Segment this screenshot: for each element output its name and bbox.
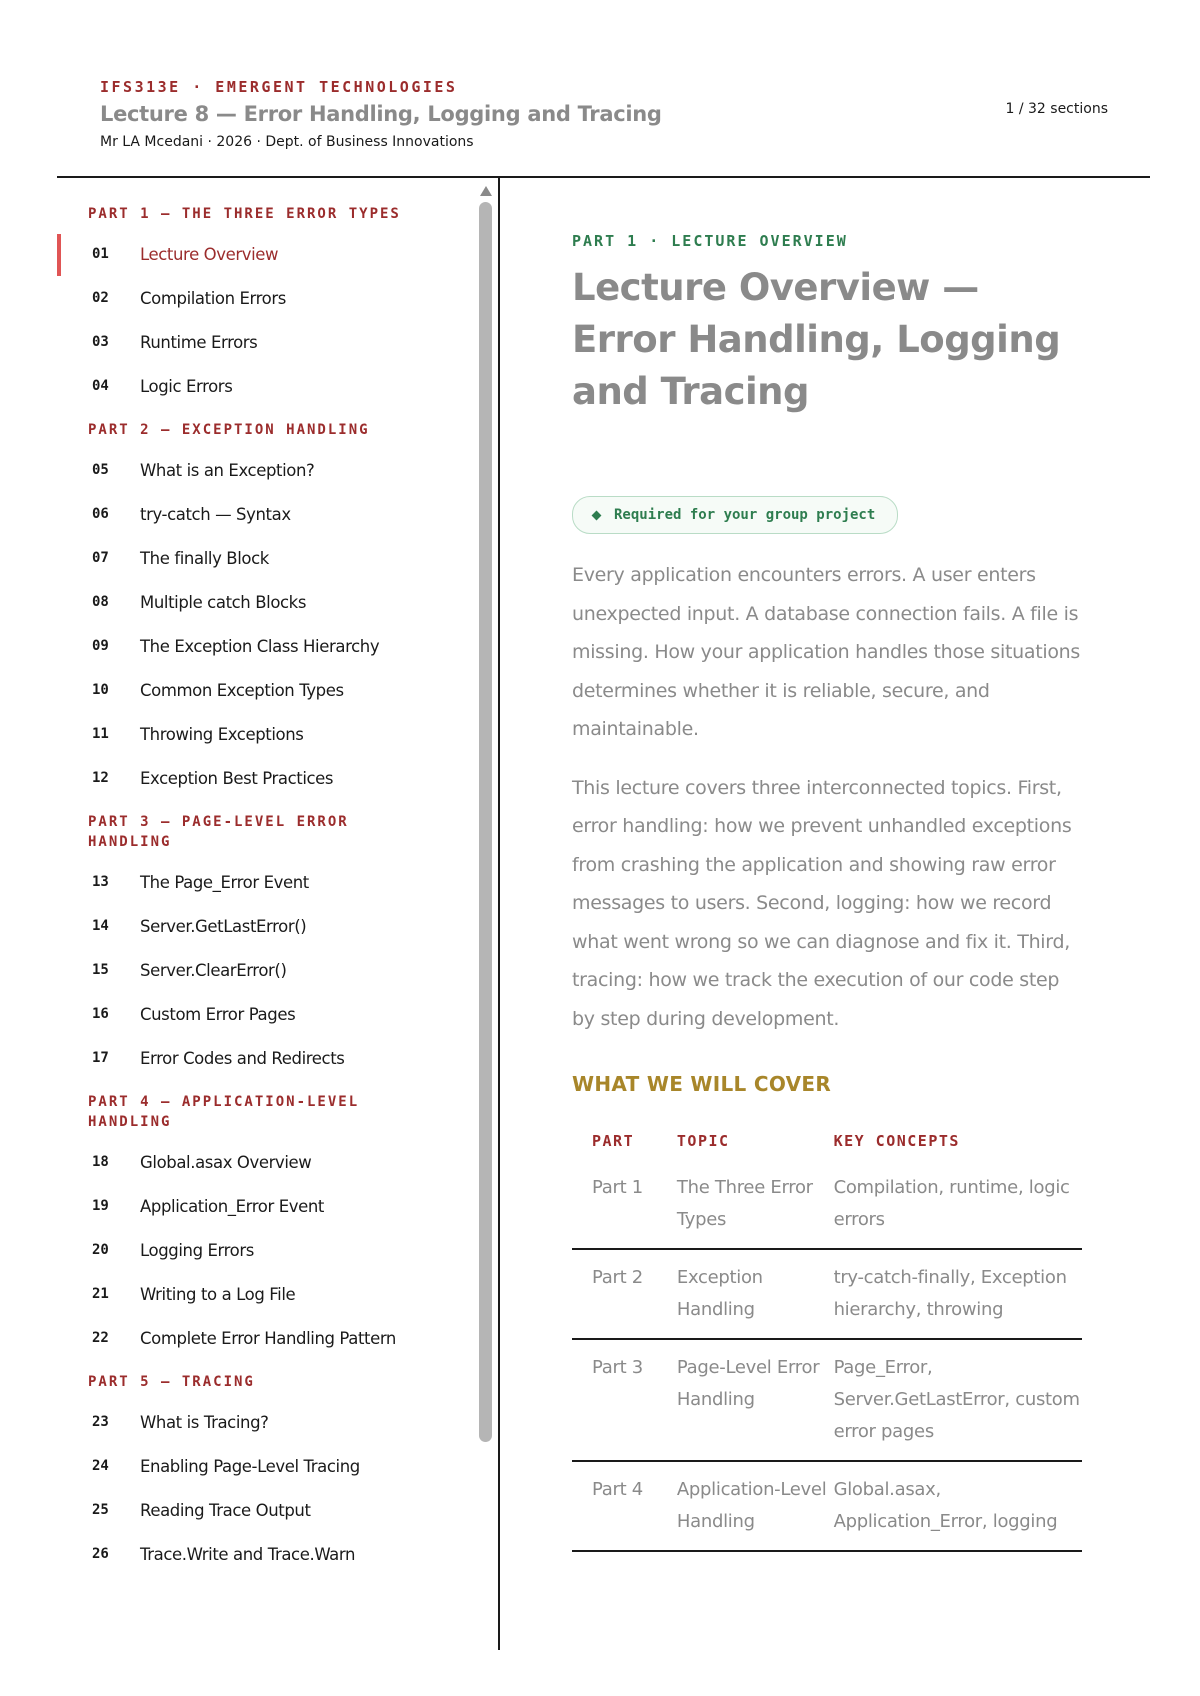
badge-label: Required for your group project bbox=[614, 507, 876, 523]
toc-item-complete-pattern[interactable] bbox=[57, 1316, 475, 1360]
cell-key-concepts: Global.asax, Application_Error, logging bbox=[833, 1479, 1058, 1532]
toc-part-heading: PART 4 — APPLICATION-LEVEL HANDLING bbox=[88, 1094, 360, 1130]
toc-item-number: 24 bbox=[92, 1458, 109, 1474]
toc-item-number: 08 bbox=[92, 594, 109, 610]
cell-part: Part 3 bbox=[592, 1357, 643, 1378]
cell-key-concepts: Compilation, runtime, logic errors bbox=[833, 1177, 1070, 1230]
required-badge bbox=[572, 496, 898, 534]
cell-key-concepts: Page_Error, Server.GetLastError, custom error pages bbox=[833, 1357, 1080, 1442]
diamond-icon bbox=[592, 510, 602, 520]
scrollbar-thumb[interactable] bbox=[479, 202, 492, 1442]
toc-item-exception-best-practices[interactable] bbox=[57, 756, 475, 800]
cell-key-concepts: try-catch-finally, Exception hierarchy, throwing bbox=[833, 1267, 1067, 1320]
section-content bbox=[572, 232, 1082, 1552]
toc-item-label: Server.ClearError() bbox=[140, 960, 287, 980]
toc-item-label: Exception Best Practices bbox=[140, 768, 334, 788]
toc-item-number: 07 bbox=[92, 550, 109, 566]
toc-item-what-is-tracing[interactable] bbox=[57, 1400, 475, 1444]
toc-item-label: The finally Block bbox=[140, 548, 269, 568]
toc-item-number: 26 bbox=[92, 1546, 109, 1562]
toc-item-label: The Page_Error Event bbox=[140, 872, 309, 892]
cell-part: Part 4 bbox=[592, 1479, 643, 1500]
toc-item-number: 09 bbox=[92, 638, 109, 654]
toc-item-label: What is an Exception? bbox=[140, 460, 315, 480]
toc-item-logic-errors[interactable] bbox=[57, 364, 475, 408]
toc-item-multiple-catch[interactable] bbox=[57, 580, 475, 624]
toc-item-runtime-errors[interactable] bbox=[57, 320, 475, 364]
toc-item-number: 23 bbox=[92, 1414, 109, 1430]
toc-item-common-exceptions[interactable] bbox=[57, 668, 475, 712]
scroll-up-arrow-icon[interactable] bbox=[480, 186, 492, 196]
toc-item-number: 13 bbox=[92, 874, 109, 890]
toc-item-label: Lecture Overview bbox=[140, 244, 279, 264]
toc-item-number: 14 bbox=[92, 918, 109, 934]
section-title: Lecture Overview — Error Handling, Logging and Tracing bbox=[572, 266, 1061, 413]
column-divider bbox=[498, 178, 500, 1650]
table-header-row bbox=[572, 1120, 1082, 1160]
table-of-contents bbox=[57, 190, 475, 1650]
toc-item-label: What is Tracing? bbox=[140, 1412, 269, 1432]
intro-paragraph: Every application encounters errors. A user enters unexpected input. A database connection fails. A file is missing. How your application handles those situations determines whether it is reliable, secure, and maintainable. bbox=[572, 564, 1080, 740]
toc-item-logging-errors[interactable] bbox=[57, 1228, 475, 1272]
toc-item-label: Complete Error Handling Pattern bbox=[140, 1328, 396, 1348]
toc-item-label: Logging Errors bbox=[140, 1240, 254, 1260]
table-row bbox=[572, 1339, 1082, 1461]
toc-item-custom-error-pages[interactable] bbox=[57, 992, 475, 1036]
table-row bbox=[572, 1249, 1082, 1339]
topics-paragraph: This lecture covers three interconnected topics. First, error handling: how we prevent unhandled exceptions from crashing the application and showing raw error messages to users. Second, logging: how we record what went wrong so we can diagnose and fix it. Third, tracing: how we track the execution of our code step by step during development. bbox=[572, 776, 1072, 1030]
toc-item-number: 12 bbox=[92, 770, 109, 786]
toc-item-number: 04 bbox=[92, 378, 109, 394]
toc-item-page-error-event[interactable] bbox=[57, 860, 475, 904]
toc-item-application-error[interactable] bbox=[57, 1184, 475, 1228]
toc-item-clear-error[interactable] bbox=[57, 948, 475, 992]
toc-item-number: 20 bbox=[92, 1242, 109, 1258]
cover-table bbox=[572, 1120, 1082, 1552]
document-header bbox=[100, 78, 1110, 150]
toc-item-label: try-catch — Syntax bbox=[140, 504, 291, 524]
toc-item-number: 15 bbox=[92, 962, 109, 978]
toc-item-number: 06 bbox=[92, 506, 109, 522]
toc-part-heading: PART 2 — EXCEPTION HANDLING bbox=[88, 422, 370, 438]
cell-topic: Exception Handling bbox=[676, 1267, 763, 1320]
toc-item-label: Writing to a Log File bbox=[140, 1284, 296, 1304]
toc-part-heading: PART 5 — TRACING bbox=[88, 1374, 255, 1390]
toc-item-number: 01 bbox=[92, 246, 109, 262]
toc-part-heading: PART 1 — THE THREE ERROR TYPES bbox=[88, 206, 401, 222]
toc-item-number: 17 bbox=[92, 1050, 109, 1066]
toc-item-number: 03 bbox=[92, 334, 109, 350]
toc-item-log-file[interactable] bbox=[57, 1272, 475, 1316]
table-row bbox=[572, 1160, 1082, 1249]
toc-item-label: Reading Trace Output bbox=[140, 1500, 311, 1520]
table-row bbox=[572, 1461, 1082, 1551]
toc-item-number: 02 bbox=[92, 290, 109, 306]
toc-part-heading: PART 3 — PAGE-LEVEL ERROR HANDLING bbox=[88, 814, 349, 850]
toc-item-trace-write-warn[interactable] bbox=[57, 1532, 475, 1576]
toc-scrollbar[interactable] bbox=[476, 184, 496, 1650]
toc-item-trace-output[interactable] bbox=[57, 1488, 475, 1532]
toc-item-enable-tracing[interactable] bbox=[57, 1444, 475, 1488]
cell-topic: The Three Error Types bbox=[676, 1177, 813, 1230]
toc-item-global-asax[interactable] bbox=[57, 1140, 475, 1184]
column-header-key-concepts: KEY CONCEPTS bbox=[833, 1132, 960, 1150]
cell-topic: Page-Level Error Handling bbox=[676, 1357, 820, 1410]
cell-part: Part 2 bbox=[592, 1267, 643, 1288]
header-divider bbox=[57, 176, 1150, 178]
toc-item-try-catch-syntax[interactable] bbox=[57, 492, 475, 536]
toc-item-finally-block[interactable] bbox=[57, 536, 475, 580]
toc-item-label: Global.asax Overview bbox=[140, 1152, 312, 1172]
toc-item-label: Throwing Exceptions bbox=[140, 724, 304, 744]
course-code: IFS313E · EMERGENT TECHNOLOGIES bbox=[100, 78, 458, 96]
toc-item-lecture-overview[interactable] bbox=[57, 232, 475, 276]
toc-item-label: Common Exception Types bbox=[140, 680, 344, 700]
toc-item-label: The Exception Class Hierarchy bbox=[140, 636, 380, 656]
toc-item-label: Compilation Errors bbox=[140, 288, 286, 308]
lecture-title: Lecture 8 — Error Handling, Logging and Tracing bbox=[100, 102, 662, 126]
toc-item-throwing-exceptions[interactable] bbox=[57, 712, 475, 756]
toc-item-label: Trace.Write and Trace.Warn bbox=[140, 1544, 356, 1564]
toc-item-exception-hierarchy[interactable] bbox=[57, 624, 475, 668]
toc-item-label: Logic Errors bbox=[140, 376, 233, 396]
lecture-meta: Mr LA Mcedani · 2026 · Dept. of Business Innovations bbox=[100, 134, 474, 150]
toc-item-compilation-errors[interactable] bbox=[57, 276, 475, 320]
column-header-part: PART bbox=[592, 1132, 635, 1150]
toc-item-label: Enabling Page-Level Tracing bbox=[140, 1456, 360, 1476]
toc-item-number: 22 bbox=[92, 1330, 109, 1346]
toc-item-label: Custom Error Pages bbox=[140, 1004, 296, 1024]
toc-item-number: 21 bbox=[92, 1286, 109, 1302]
section-counter: 1 / 32 sections bbox=[1005, 101, 1108, 117]
cover-heading: WHAT WE WILL COVER bbox=[572, 1072, 832, 1096]
toc-item-number: 18 bbox=[92, 1154, 109, 1170]
section-part-label: PART 1 · LECTURE OVERVIEW bbox=[572, 232, 848, 250]
toc-item-number: 10 bbox=[92, 682, 109, 698]
toc-item-get-last-error[interactable] bbox=[57, 904, 475, 948]
toc-item-what-is-exception[interactable] bbox=[57, 448, 475, 492]
toc-item-number: 11 bbox=[92, 726, 109, 742]
toc-item-number: 19 bbox=[92, 1198, 109, 1214]
toc-item-error-codes-redirects[interactable] bbox=[57, 1036, 475, 1080]
cell-part: Part 1 bbox=[592, 1177, 643, 1198]
toc-item-number: 16 bbox=[92, 1006, 109, 1022]
toc-item-label: Multiple catch Blocks bbox=[140, 592, 307, 612]
toc-item-number: 05 bbox=[92, 462, 109, 478]
column-header-topic: TOPIC bbox=[676, 1132, 730, 1150]
toc-item-label: Server.GetLastError() bbox=[140, 916, 307, 936]
toc-item-label: Error Codes and Redirects bbox=[140, 1048, 345, 1068]
toc-item-number: 25 bbox=[92, 1502, 109, 1518]
toc-item-label: Application_Error Event bbox=[140, 1196, 324, 1216]
toc-item-label: Runtime Errors bbox=[140, 332, 258, 352]
cell-topic: Application-Level Handling bbox=[676, 1479, 827, 1532]
